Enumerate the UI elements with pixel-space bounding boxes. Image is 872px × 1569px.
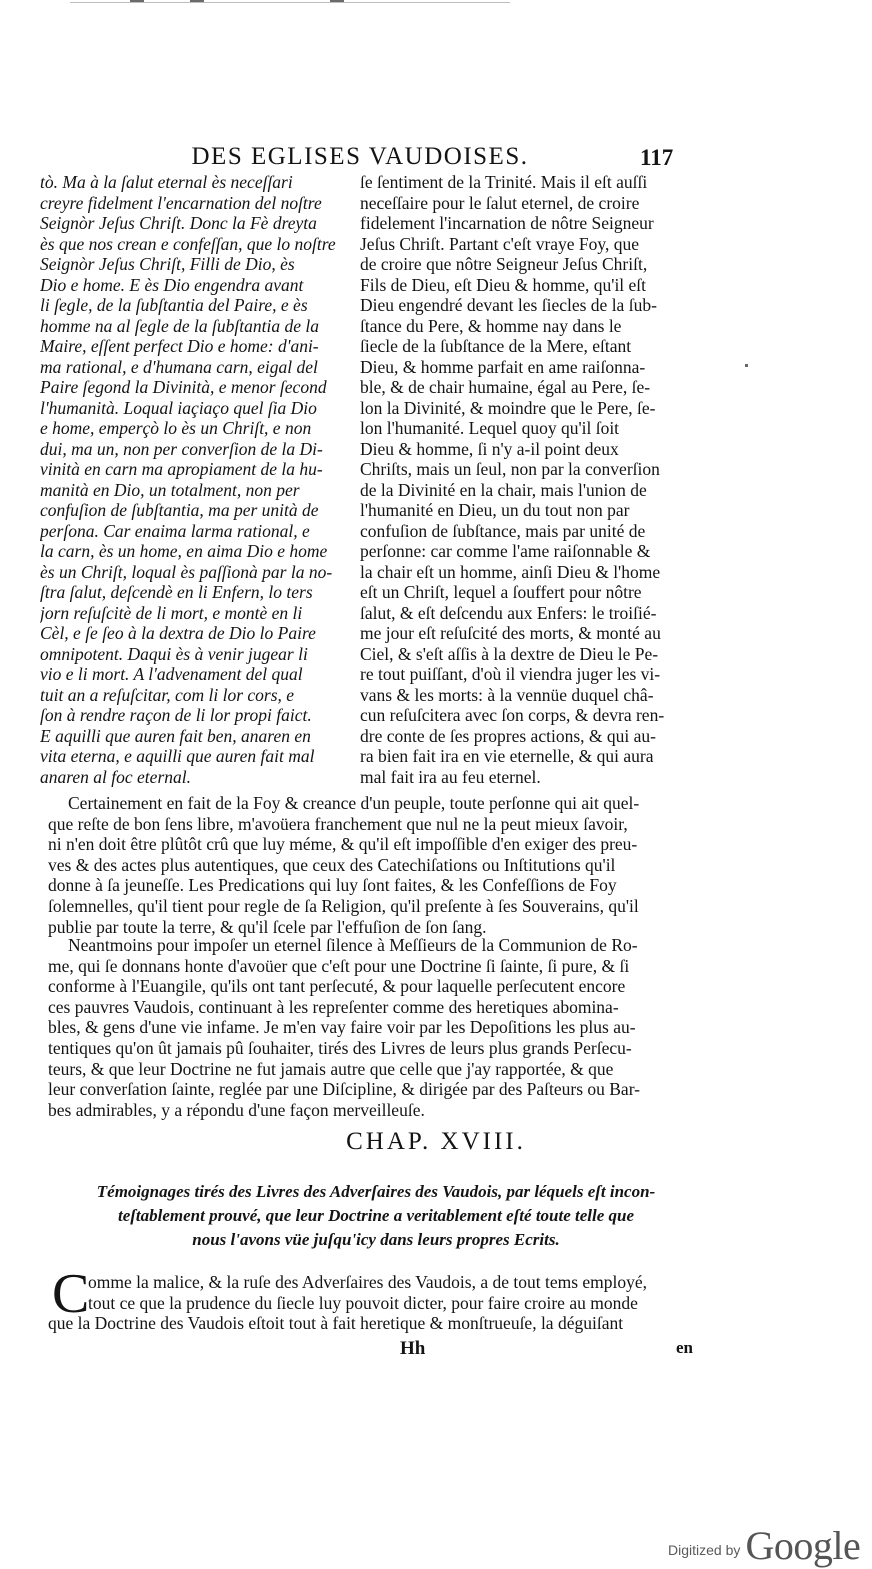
- french-line: Jeſus Chriſt. Partant c'eſt vraye Foy, que: [360, 233, 640, 254]
- text-line: ces pauvres Vaudois, continuant à les repreſenter comme des heretiques abomina-: [48, 996, 619, 1017]
- occitan-line: dui, ma un, non per converſion de la Di-: [40, 438, 323, 459]
- text-line: tout ce que la prudence du ſiecle luy pouvoit dicter, pour faire croire au monde: [88, 1292, 638, 1313]
- text-line: me, qui ſe donnans honte d'avoüer que c'eſt pour une Doctrine ſi ſainte, ſi pure, & ſi: [48, 955, 630, 976]
- text-line: Certainement en fait de la Foy & creance d'un peuple, toute perſonne qui ait quel-: [68, 793, 640, 813]
- running-head: DES EGLISES VAUDOISES.: [191, 143, 529, 170]
- occitan-line: confuſion de ſubſtantia, ma per unità de: [40, 500, 319, 520]
- chapter-subtitle: [40, 1180, 712, 1252]
- french-line: ra bien fait ira en vie eternelle, & qui aura: [360, 746, 654, 766]
- french-line: de la Divinité en la chair, mais l'union de: [360, 479, 647, 500]
- french-line: fidelement l'incarnation de nôtre Seigneur: [360, 213, 654, 233]
- french-line: eſt un Chriſt, lequel a ſouffert pour nôtre: [360, 582, 642, 602]
- french-line: ſalut, & eſt deſcendu aux Enfers: le troiſié-: [360, 602, 657, 623]
- occitan-line: la carn, ès un home, en aima Dio e home: [40, 541, 328, 561]
- occitan-line: Paire ſegond la Divinità, e menor ſecond: [40, 377, 327, 397]
- occitan-line: omnipotent. Daqui ès à venir jugear li: [40, 643, 308, 664]
- occitan-line: manità en Dio, un totalment, non per: [40, 479, 300, 500]
- occitan-line: jorn reſuſcitè de li mort, e montè en li: [40, 602, 303, 623]
- text-line: bles, & gens d'une vie infame. Je m'en vay faire voir par les Depoſitions les plus au-: [48, 1017, 636, 1038]
- text-line: omme la malice, & la ruſe des Adverſaires des Vaudois, a de tout tems employé,: [88, 1272, 648, 1292]
- google-logo: Google: [745, 1523, 861, 1568]
- digitization-watermark: [668, 1522, 868, 1568]
- french-line: Dieu engendré devant les ſiecles de la ſub-: [360, 295, 657, 315]
- french-line: re tout puiſſant, d'où il viendra juger les vi-: [360, 664, 661, 684]
- french-line: de croire que nôtre Seigneur Jeſus Chriſt,: [360, 254, 648, 274]
- paragraph-1: [48, 793, 698, 937]
- french-line: la chair eſt un homme, ainſi Dieu & l'home: [360, 561, 661, 582]
- subtitle-line: nous l'avons vüe juſqu'icy dans leurs propres Ecrits.: [192, 1230, 560, 1249]
- text-line: que la Doctrine des Vaudois eſtoit tout à fait heretique & monſtrueuſe, la déguiſant: [48, 1313, 624, 1334]
- occitan-line: ès que nos crean e confeſſan, que lo noſtre: [40, 233, 336, 254]
- occitan-line: anaren al foc eternal.: [40, 766, 191, 787]
- french-column: [360, 172, 695, 787]
- french-line: ſe ſentiment de la Trinité. Mais il eſt auſſi: [360, 172, 648, 192]
- subtitle-line: Témoignages tirés des Livres des Adverſaires des Vaudois, par léquels eſt incon-: [96, 1182, 656, 1201]
- text-line: Neantmoins pour impoſer un eternel ſilence à Meſſieurs de la Communion de Ro-: [68, 935, 638, 955]
- french-line: Dieu & homme, ſi n'y a-il point deux: [360, 438, 619, 459]
- occitan-line: e home, emperçò lo ès un Chriſt, e non: [40, 418, 312, 438]
- occitan-line: tuit an a reſuſcitar, com li lor cors, e: [40, 684, 295, 705]
- french-line: mal fait ira au feu eternel.: [360, 766, 541, 787]
- ink-speck: [745, 364, 748, 367]
- french-line: ſiecle de la ſubſtance de la Mere, eſtant: [360, 336, 632, 356]
- drop-cap: C: [52, 1263, 90, 1325]
- subtitle-line: teſtablement prouvé, que leur Doctrine a veritablement eſté toute telle que: [117, 1206, 635, 1225]
- text-line: leur converſation ſainte, reglée par une Diſcipline, & dirigée par des Paſteurs ou Bar-: [48, 1079, 641, 1100]
- occitan-line: perſona. Car enaima larma rational, e: [40, 520, 310, 541]
- french-line: lon la Divinité, & moindre que le Pere, ſe-: [360, 397, 656, 418]
- occitan-line: homme na al ſegle de la ſubſtantia de la: [40, 315, 319, 336]
- occitan-line: tò. Ma à la ſalut eternal ès neceſſari: [40, 172, 293, 192]
- signature-mark: Hh: [400, 1338, 426, 1359]
- text-line: conforme à l'Euangile, qu'ils ont tant perſecuté, & pour laquelle perſecutent encore: [48, 976, 626, 997]
- french-line: lon l'humanité. Lequel quoy qu'il ſoit: [360, 418, 620, 438]
- text-line: donne à ſa jeuneſſe. Les Predications qui luy ſont faites, & les Confeſſions de Foy: [48, 875, 617, 896]
- catchword: en: [676, 1338, 693, 1357]
- occitan-line: vio e li mort. A l'advenament del qual: [40, 664, 303, 684]
- french-line: Fils de Dieu, eſt Dieu & homme, qu'il eſt: [360, 274, 647, 295]
- text-line: tentiques qu'on ût jamais pû ſouhaiter, tirés des Livres de leurs plus grands Perſecu-: [48, 1037, 632, 1058]
- occitan-line: Maire, eſſent perfect Dio e home: d'ani-: [40, 336, 319, 356]
- occitan-line: Seignòr Jeſus Chriſt, Filli de Dio, ès: [40, 254, 295, 274]
- text-line: ſolemnelles, qu'il tient pour regle de ſa Religion, qu'il preſente à ſes Souverains, qu'il: [48, 895, 639, 916]
- occitan-line: ſon à rendre raçon de li lor propi faict.: [40, 705, 312, 725]
- occitan-line: Seignòr Jeſus Chriſt. Donc la Fè dreyta: [40, 213, 317, 233]
- french-line: dre conte de ſes propres actions, & qui au-: [360, 725, 656, 746]
- text-line: publie par toute la terre, & qu'il ſcele par l'effuſion de ſon ſang.: [48, 916, 487, 937]
- french-line: perſonne: car comme l'ame raiſonnable &: [360, 541, 651, 561]
- occitan-line: l'humanità. Loqual iaçiaço quel ſia Dio: [40, 397, 317, 418]
- french-line: ſtance du Pere, & homme nay dans le: [360, 315, 622, 336]
- occitan-line: Dio e home. E ès Dio engendra avant: [40, 274, 304, 295]
- french-line: l'humanité en Dieu, un du tout non par: [360, 500, 630, 520]
- occitan-line: vinità en carn ma apropiament de la hu-: [40, 459, 323, 479]
- occitan-line: li ſegle, de la ſubſtantia del Paire, e ès: [40, 295, 308, 315]
- french-line: confuſion de ſubſtance, mais par unité de: [360, 520, 646, 541]
- occitan-line: ma rational, e d'humana carn, eigal del: [40, 356, 318, 377]
- watermark-prefix: Digitized by: [668, 1542, 741, 1558]
- french-line: Ciel, & s'eſt aſſis à la dextre de Dieu le Pe-: [360, 643, 659, 664]
- top-edge-mark: [70, 2, 510, 11]
- text-line: que reſte de bon ſens libre, m'avoüera franchement que nul ne la peut mieux ſavoir,: [48, 813, 628, 834]
- french-line: vans & les morts: à la vennüe duquel châ-: [360, 684, 654, 705]
- occitan-line: Cèl, e ſe ſeo à la dextra de Dio lo Paire: [40, 623, 316, 643]
- chapter-title: CHAP. XVIII.: [346, 1128, 526, 1155]
- text-line: teurs, & que leur Doctrine ne fut jamais autre que celle que j'ay rapportée, & que: [48, 1058, 614, 1079]
- occitan-line: E aquilli que auren fait ben, anaren en: [40, 725, 311, 746]
- occitan-column: [40, 172, 353, 787]
- paragraph-3: [48, 1272, 698, 1334]
- text-line: ves & des actes plus autentiques, que ceux des Catechiſations ou Inſtitutions qu'il: [48, 854, 616, 875]
- occitan-line: ſtra ſalut, deſcendè en li Enfern, lo ters: [40, 582, 313, 602]
- occitan-line: vita eterna, e aquilli que auren fait mal: [40, 746, 315, 766]
- paragraph-2: [48, 935, 698, 1120]
- text-line: bes admirables, y a répondu d'une façon merveilleuſe.: [48, 1099, 425, 1120]
- french-line: cun reſuſcitera avec ſon corps, & devra ren-: [360, 705, 665, 725]
- page-number: 117: [640, 145, 674, 170]
- french-line: Chriſts, mais un ſeul, non par la converſion: [360, 459, 660, 479]
- text-line: ni n'en doit être plûtôt crû que luy méme, & qu'il eſt impoſſible d'en exiger des preu-: [48, 834, 638, 855]
- french-line: ble, & de chair humaine, égal au Pere, ſe-: [360, 377, 651, 397]
- occitan-line: creyre fidelment l'encarnation del noſtre: [40, 192, 322, 213]
- french-line: Dieu, & homme parfait en ame raiſonna-: [360, 356, 646, 377]
- french-line: me jour eſt reſuſcité des morts, & monté au: [360, 623, 661, 643]
- french-line: neceſſaire pour le ſalut eternel, de croire: [360, 192, 640, 213]
- occitan-line: ès un Chriſt, loqual ès paſſionà par la no-: [40, 561, 333, 582]
